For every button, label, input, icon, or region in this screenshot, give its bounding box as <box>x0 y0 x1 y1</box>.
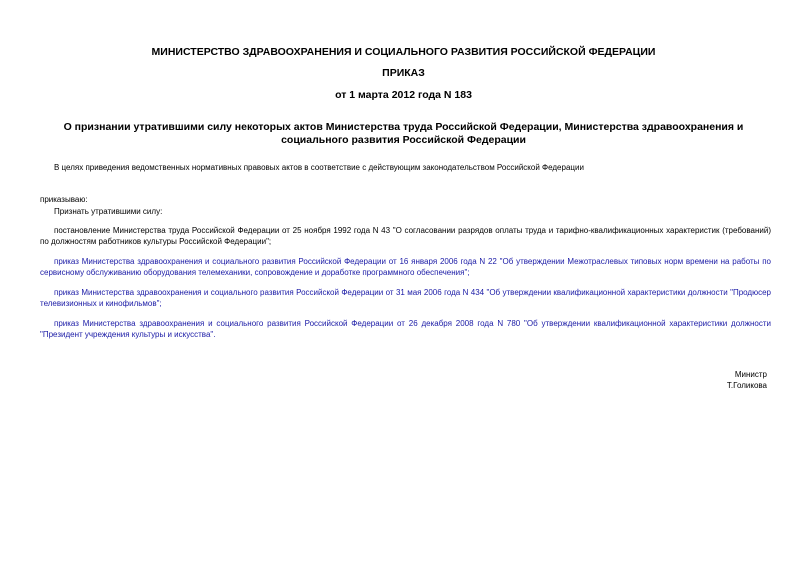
orders-word: приказываю: <box>40 195 88 204</box>
preamble-paragraph: В целях приведения ведомственных нормативных правовых актов в соответствие с действующим законодательством Российской Федерации <box>54 163 584 172</box>
repealed-act-link[interactable]: приказ Министерства здравоохранения и социального развития Российской Федерации от 26 декабря 2008 года N 780 "Об утверждении квалификационной характеристики должности "Президент учреждения культуры и искусства". <box>40 319 771 339</box>
ministry-name: МИНИСТЕРСТВО ЗДРАВООХРАНЕНИЯ И СОЦИАЛЬНОГО РАЗВИТИЯ РОССИЙСКОЙ ФЕДЕРАЦИИ <box>151 46 656 58</box>
repealed-act-link[interactable]: приказ Министерства здравоохранения и социального развития Российской Федерации от 31 мая 2006 года N 434 "Об утверждении квалификационной характеристики должности "Продюсер телевизионных и кинофильмов"; <box>40 288 771 308</box>
signature-position: Министр <box>734 370 767 379</box>
document-title: О признании утратившими силу некоторых актов Министерства труда Российской Федерации, Министерства здравоохранения и социального развития Российской Федерации <box>63 121 744 146</box>
signature-name: Т.Голикова <box>726 381 767 390</box>
document-type: ПРИКАЗ <box>382 67 425 79</box>
repealed-act-item: постановление Министерства труда Российской Федерации от 25 ноября 1992 года N 43 "О согласовании разрядов оплаты труда и тарифно-квалификационных характеристик (требований) по должностям работников культуры Российской Федерации"; <box>40 226 771 246</box>
repealed-act-link[interactable]: приказ Министерства здравоохранения и социального развития Российской Федерации от 16 января 2006 года N 22 "Об утверждении Межотраслевых типовых норм времени на работы по сервисному обслуживанию оборудования телемеханики, сопровождение и доработке программного обеспечения"; <box>40 257 771 277</box>
document-date: от 1 марта 2012 года N 183 <box>335 89 472 101</box>
declare-paragraph: Признать утратившими силу: <box>54 207 163 216</box>
